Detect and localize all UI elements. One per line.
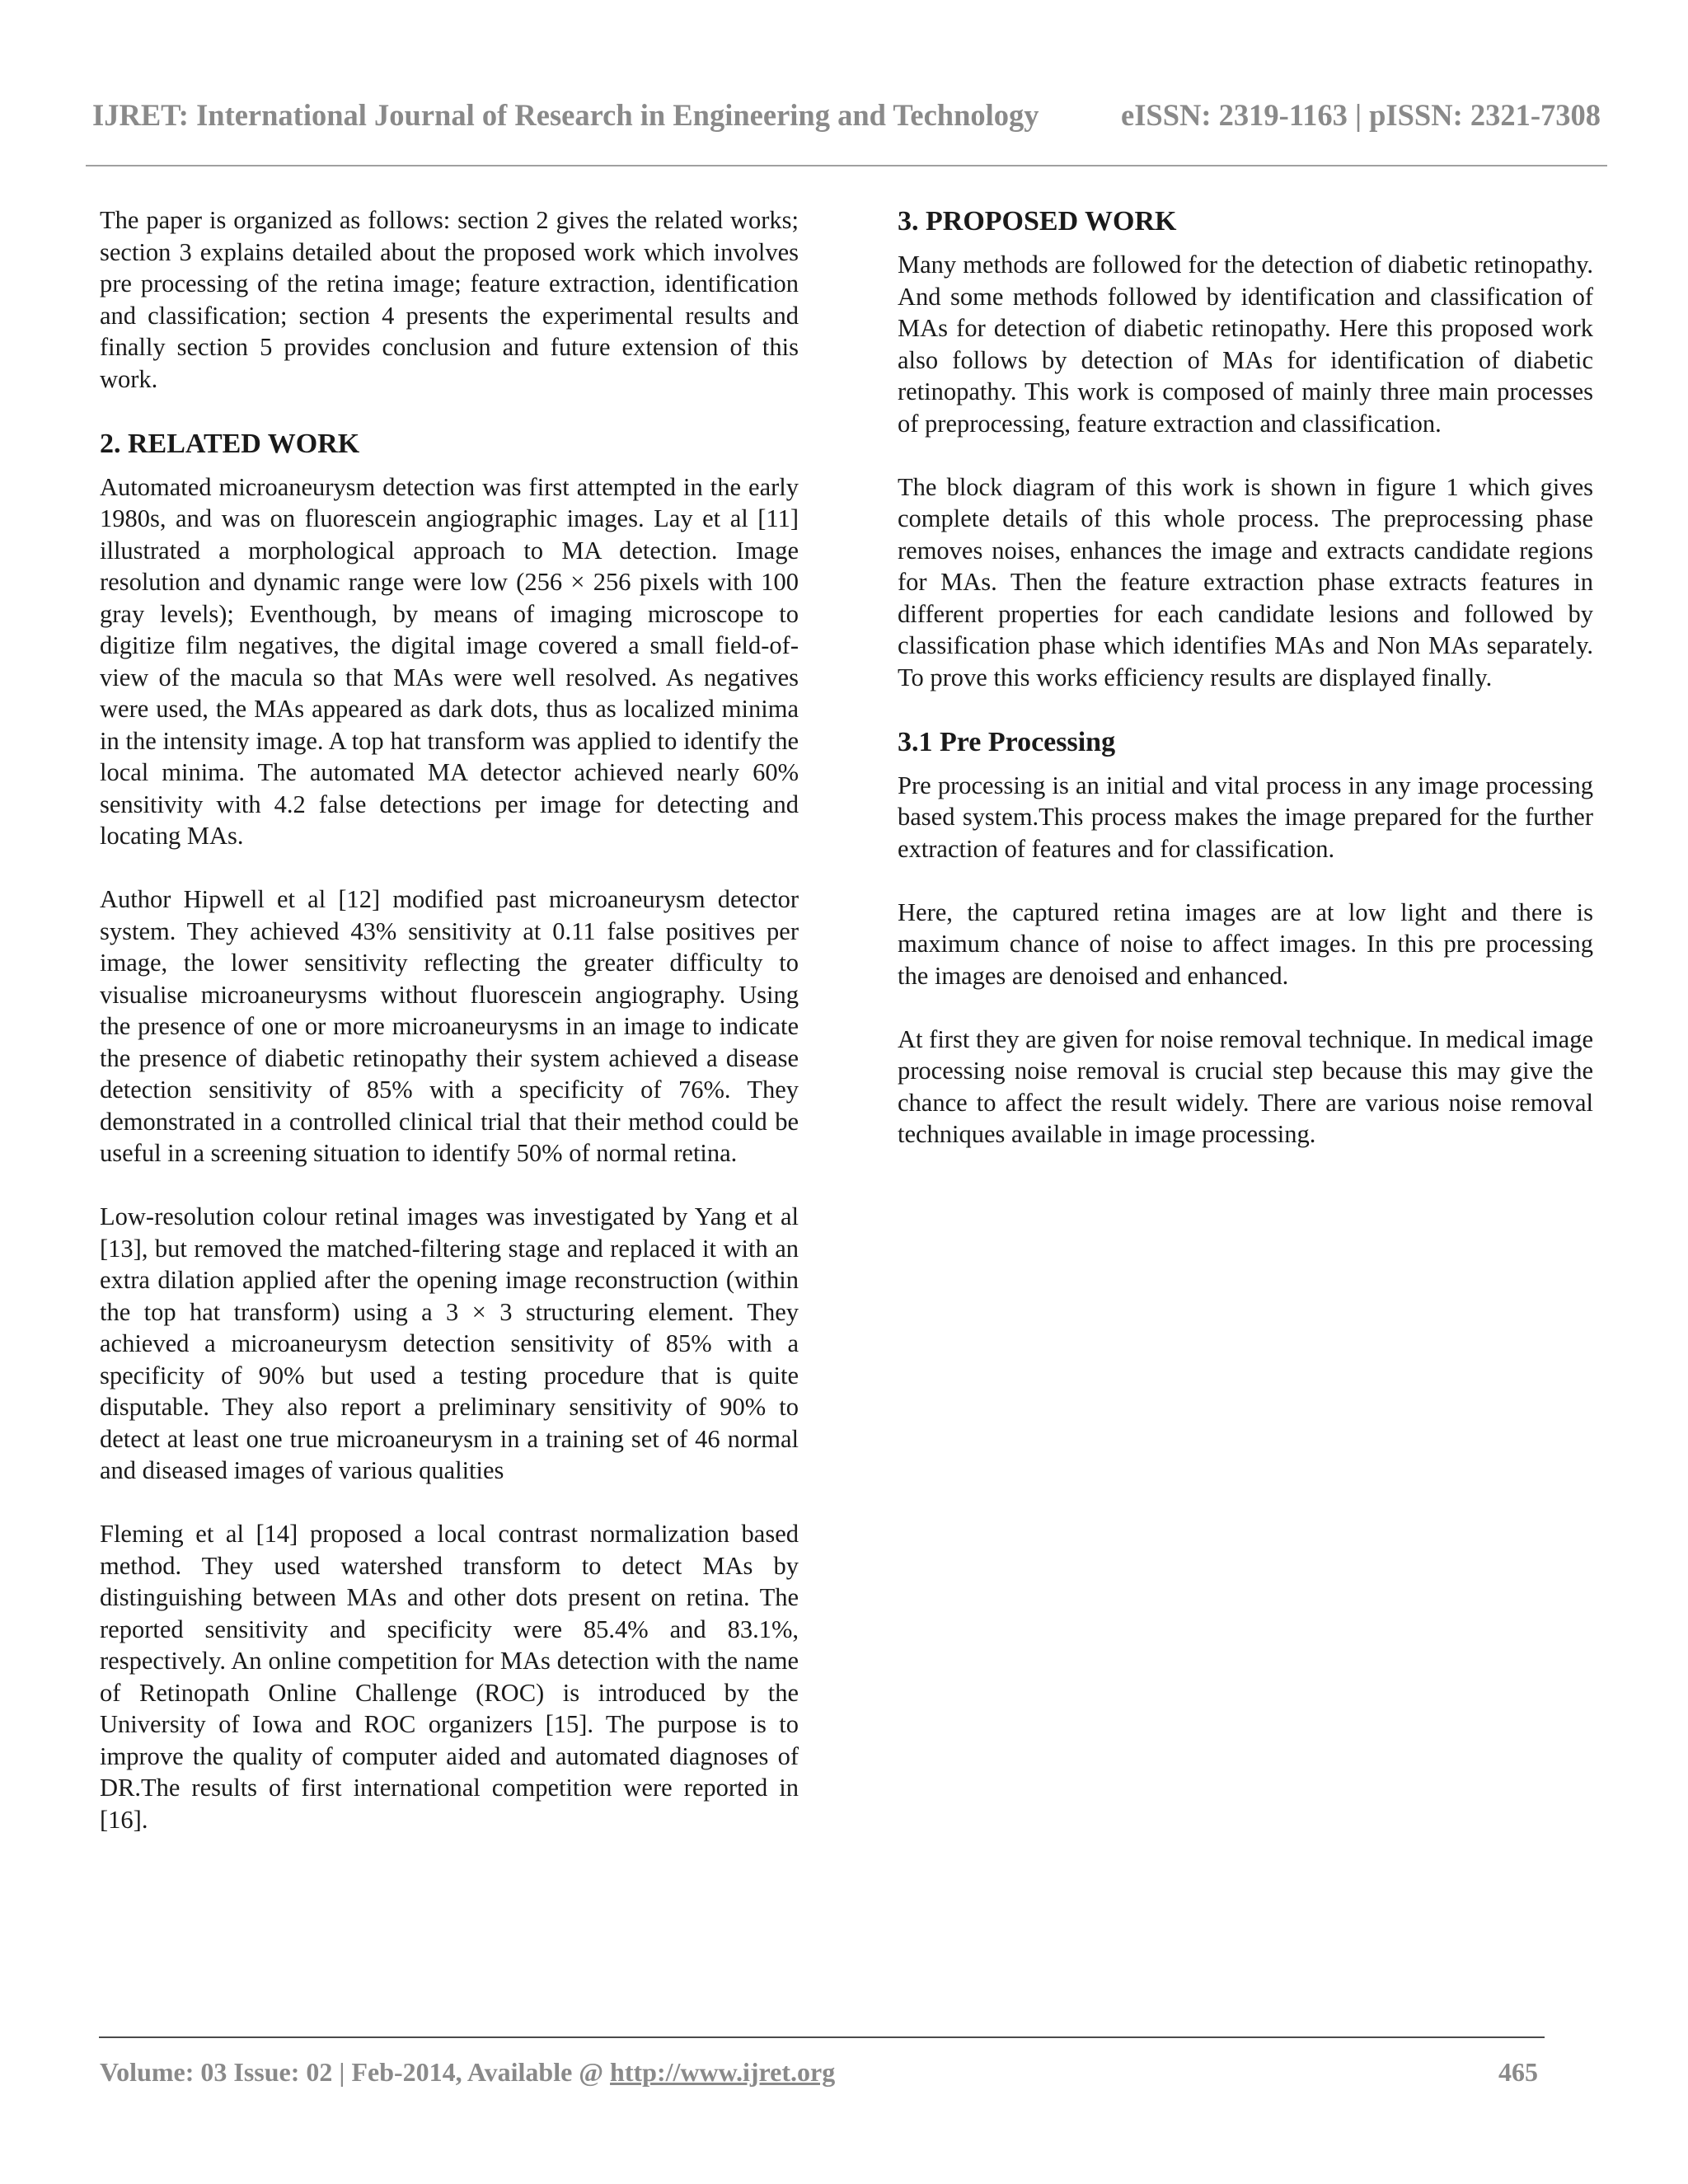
volume-info: Volume: 03 Issue: 02 | Feb-2014, Available @ (100, 2057, 611, 2087)
intro-paragraph: The paper is organized as follows: section 2 gives the related works; section 3 explains detailed about the proposed work which involves pre processing of the retina image; feature extraction, identification and classification; section 4 presents the experimental results and finally section 5 provides conclusion and future extension of this work. (100, 206, 799, 393)
pre-processing-paragraph: Here, the captured retina images are at low light and there is maximum chance of noise to affect images. In this pre processing the images are denoised and enhanced. (898, 898, 1593, 990)
section-3-1-heading: 3.1 Pre Processing (898, 726, 1116, 757)
proposed-work-paragraph: The block diagram of this work is shown in figure 1 which gives complete details of this whole process. The preprocessing phase removes noises, enhances the image and extracts candidate regions for MAs. Then the feature extraction phase extracts features in different properties for each candidate lesions and followed by classification phase which identifies MAs and Non MAs separately. To prove this works efficiency results are displayed finally. (898, 472, 1593, 691)
related-work-paragraph: Fleming et al [14] proposed a local contrast normalization based method. They used watershed transform to detect MAs by distinguishing between MAs and other dots present on retina. The reported sensitivity and specificity were 85.4% and 83.1%, respectively. An online competition for MAs detection with the name of Retinopath Online Challenge (ROC) is introduced by the University of Iowa and ROC organizers [15]. The purpose is to improve the quality of computer aided and automated diagnoses of DR.The results of first international competition were reported in [16]. (100, 1520, 799, 1834)
pre-processing-paragraph: At first they are given for noise removal technique. In medical image processing noise removal is crucial step because this may give the chance to affect the result widely. There are various noise removal techniques available in image processing. (898, 1024, 1593, 1148)
left-column (100, 204, 799, 1868)
journal-title: IJRET: International Journal of Research in Engineering and Technology (92, 98, 1039, 132)
related-work-paragraph: Low-resolution colour retinal images was investigated by Yang et al [13], but removed the matched-filtering stage and replaced it with an extra dilation applied after the opening image reconstruction (within the top hat transform) using a 3 × 3 structuring element. They achieved a microaneurysm detection sensitivity of 85% with a specificity of 90% but used a testing procedure that is quite disputable. They also report a preliminary sensitivity of 90% to detect at least one true microaneurysm in a training set of 46 normal and diseased images of various qualities (100, 1202, 799, 1484)
journal-url-link[interactable]: http://www.ijret.org (610, 2057, 836, 2087)
page-number: 465 (1498, 2057, 1538, 2087)
page-footer (100, 2057, 1538, 2088)
pre-processing-paragraph: Pre processing is an initial and vital process in any image processing based system.This process makes the image prepared for the further extraction of features and for classification. (898, 771, 1593, 863)
header-rule (86, 165, 1607, 166)
running-header (92, 97, 1601, 133)
issn-label: eISSN: 2319-1163 | pISSN: 2321-7308 (1121, 98, 1601, 132)
related-work-paragraph: Automated microaneurysm detection was first attempted in the early 1980s, and was on fluorescein angiographic images. Lay et al [11] illustrated a morphological approach to MA detection. Image resolution and dynamic range were low (256 × 256 pixels with 100 gray levels); Eventhough, by means of imaging microscope to digitize film negatives, the digital image covered a small field-of-view of the macula so that MAs were well resolved. As negatives were used, the MAs appeared as dark dots, thus as localized minima in the intensity image. A top hat transform was applied to identify the local minima. The automated MA detector achieved nearly 60% sensitivity with 4.2 false detections per image for detecting and locating MAs. (100, 472, 799, 850)
footer-rule (99, 2036, 1545, 2038)
related-work-paragraph: Author Hipwell et al [12] modified past microaneurysm detector system. They achieved 43% sensitivity at 0.11 false positives per image, the lower sensitivity reflecting the greater difficulty to visualise microaneurysms without fluorescein angiography. Using the presence of one or more microaneurysms in an image to indicate the presence of diabetic retinopathy their system achieved a disease detection sensitivity of 85% with a specificity of 76%. They demonstrated in a controlled clinical trial that their method could be useful in a screening situation to identify 50% of normal retina. (100, 885, 799, 1167)
section-3-heading: 3. PROPOSED WORK (898, 206, 1177, 237)
proposed-work-paragraph: Many methods are followed for the detection of diabetic retinopathy. And some methods followed by identification and classification of MAs for detection of diabetic retinopathy. Here this proposed work also follows by detection of MAs for identification of diabetic retinopathy. This work is composed of mainly three main processes of preprocessing, feature extraction and classification. (898, 251, 1593, 438)
section-2-heading: 2. RELATED WORK (100, 428, 360, 459)
right-column (898, 204, 1593, 1182)
